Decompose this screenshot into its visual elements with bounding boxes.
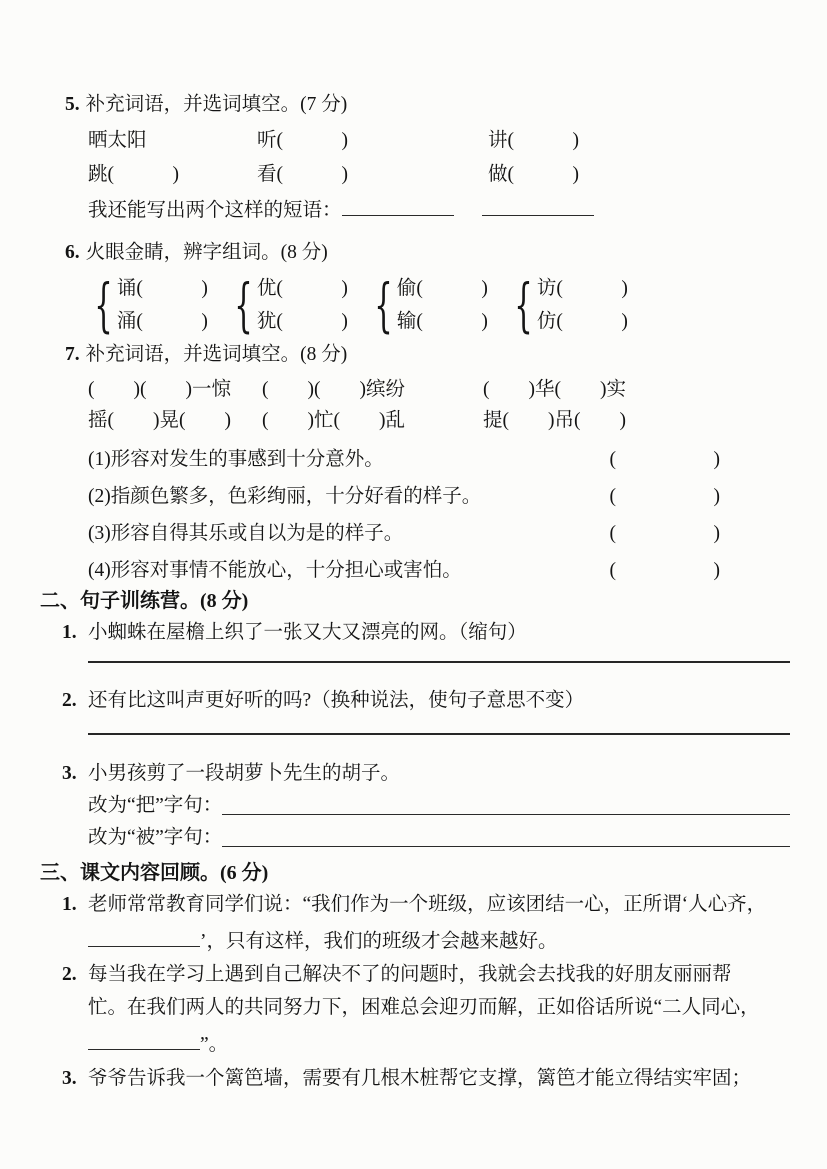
fill-blank-word: 仿( ) bbox=[536, 311, 628, 332]
fill-blank-idiom: ( )( )一惊 bbox=[88, 379, 231, 400]
section-2-question-1 bbox=[40, 620, 790, 646]
definition-row bbox=[40, 446, 790, 474]
fill-blank-phrase: 讲( ) bbox=[488, 130, 579, 151]
section-2-question-3 bbox=[40, 761, 790, 787]
fill-blank-idiom: ( )忙( )乱 bbox=[262, 410, 405, 431]
fill-blank-phrase: 听( ) bbox=[257, 130, 348, 151]
question-7-number: 7. bbox=[65, 344, 80, 365]
definition-number: (2) bbox=[88, 486, 111, 507]
definition-text: 指颜色繁多，色彩绚丽，十分好看的样子。 bbox=[110, 486, 482, 507]
question-5-extra-line bbox=[40, 194, 790, 228]
item-text: 小蜘蛛在屋檐上织了一张又大又漂亮的网。（缩句） bbox=[88, 622, 527, 643]
definition-number: (3) bbox=[88, 523, 111, 544]
question-5-phrase-grid bbox=[40, 124, 790, 192]
word-pair-group bbox=[85, 272, 225, 338]
item-number: 3. bbox=[62, 763, 77, 784]
question-6-title: 火眼金睛，辨字组词。(8 分) bbox=[85, 242, 328, 263]
word-pair-group bbox=[505, 272, 628, 338]
ba-sentence-line bbox=[40, 793, 790, 819]
fill-blank-word: 访( ) bbox=[536, 278, 628, 299]
section-2-title: 二、句子训练营。(8 分) bbox=[40, 590, 249, 612]
answer-parens: ( ) bbox=[609, 449, 720, 470]
section-3-question-2-line-1 bbox=[40, 962, 790, 988]
answer-parens: ( ) bbox=[609, 523, 720, 544]
fill-blank-word: 偷( ) bbox=[396, 278, 488, 299]
section-3-question-2-line-3 bbox=[40, 1029, 790, 1058]
question-5-number: 5. bbox=[65, 94, 80, 115]
item-number: 2. bbox=[62, 964, 77, 985]
fill-blank-phrase: 看( ) bbox=[257, 164, 348, 185]
item-text: 老师常常教育同学们说：“我们作为一个班级，应该团结一心，正所谓‘人心齐， bbox=[88, 894, 767, 915]
definition-text: 形容对事情不能放心，十分担心或害怕。 bbox=[110, 560, 462, 581]
word-pair-groups bbox=[40, 272, 790, 338]
answer-blank bbox=[88, 1029, 200, 1050]
fill-blank-idiom: 提( )吊( ) bbox=[483, 410, 626, 431]
answer-line bbox=[222, 825, 790, 847]
question-6-heading bbox=[40, 240, 790, 266]
section-3-title: 三、课文内容回顾。(6 分) bbox=[40, 862, 269, 884]
phrase-example: 晒太阳 bbox=[88, 130, 147, 151]
answer-blank bbox=[88, 926, 200, 947]
fill-blank-idiom: ( )华( )实 bbox=[483, 379, 626, 400]
question-7-heading bbox=[40, 342, 790, 368]
item-text: 小男孩剪了一段胡萝卜先生的胡子。 bbox=[88, 763, 401, 784]
definition-row bbox=[40, 520, 790, 548]
fill-blank-phrase: 跳( ) bbox=[88, 164, 179, 185]
item-text: 每当我在学习上遇到自己解决不了的问题时，我就会去找我的好朋友丽丽帮 bbox=[88, 964, 732, 985]
fill-blank-word: 输( ) bbox=[396, 311, 488, 332]
bei-sentence-line bbox=[40, 825, 790, 851]
answer-line bbox=[88, 714, 790, 735]
definition-text: 形容对发生的事感到十分意外。 bbox=[110, 449, 384, 470]
section-3-question-3 bbox=[40, 1066, 790, 1092]
item-text: 忙。在我们两人的共同努力下，困难总会迎刃而解，正如俗话所说“二人同心， bbox=[88, 997, 760, 1018]
item-number: 1. bbox=[62, 622, 77, 643]
definition-text: 形容自得其乐或自以为是的样子。 bbox=[110, 523, 404, 544]
fill-blank-phrase: 做( ) bbox=[488, 164, 579, 185]
answer-line bbox=[88, 646, 790, 663]
section-3-question-1-line-1 bbox=[40, 892, 790, 918]
fill-blank-idiom: 摇( )晃( ) bbox=[88, 410, 231, 431]
word-pair-group bbox=[365, 272, 505, 338]
question-5-heading bbox=[40, 92, 790, 118]
brace-icon: { bbox=[374, 271, 393, 339]
section-3-question-2-line-2 bbox=[40, 995, 790, 1021]
answer-blank bbox=[482, 195, 594, 216]
section-3-question-1-line-2 bbox=[40, 926, 790, 955]
answer-parens: ( ) bbox=[609, 560, 720, 581]
item-text: ’，只有这样，我们的班级才会越来越好。 bbox=[200, 931, 558, 952]
fill-blank-idiom: ( )( )缤纷 bbox=[262, 379, 405, 400]
item-text: 爷爷告诉我一个篱笆墙，需要有几根木桩帮它支撑，篱笆才能立得结实牢固； bbox=[88, 1068, 752, 1089]
fill-blank-word: 涌( ) bbox=[116, 311, 208, 332]
item-text: ”。 bbox=[200, 1034, 229, 1055]
item-text: 还有比这叫声更好听的吗?（换种说法，使句子意思不变） bbox=[88, 690, 585, 711]
answer-blank bbox=[342, 195, 454, 216]
item-number: 3. bbox=[62, 1068, 77, 1089]
fill-blank-word: 犹( ) bbox=[256, 311, 348, 332]
fill-blank-word: 优( ) bbox=[256, 278, 348, 299]
definition-row bbox=[40, 557, 790, 585]
item-number: 2. bbox=[62, 690, 77, 711]
answer-parens: ( ) bbox=[609, 486, 720, 507]
bei-label: 改为“被”字句： bbox=[88, 827, 223, 848]
word-pair-group bbox=[225, 272, 365, 338]
brace-icon: { bbox=[514, 271, 533, 339]
item-number: 1. bbox=[62, 894, 77, 915]
ba-label: 改为“把”字句： bbox=[88, 795, 223, 816]
brace-icon: { bbox=[94, 271, 113, 339]
fill-blank-word: 诵( ) bbox=[116, 278, 208, 299]
definition-number: (4) bbox=[88, 560, 111, 581]
extra-phrases-label: 我还能写出两个这样的短语： bbox=[88, 200, 342, 221]
question-7-idiom-grid bbox=[40, 374, 790, 436]
definition-number: (1) bbox=[88, 449, 111, 470]
definition-row bbox=[40, 483, 790, 511]
answer-line bbox=[222, 793, 790, 815]
brace-icon: { bbox=[234, 271, 253, 339]
section-2-question-2 bbox=[40, 688, 790, 714]
question-6-number: 6. bbox=[65, 242, 80, 263]
question-5-title: 补充词语，并选词填空。(7 分) bbox=[85, 94, 348, 115]
question-7-definitions bbox=[40, 446, 790, 585]
question-7-title: 补充词语，并选词填空。(8 分) bbox=[85, 344, 348, 365]
